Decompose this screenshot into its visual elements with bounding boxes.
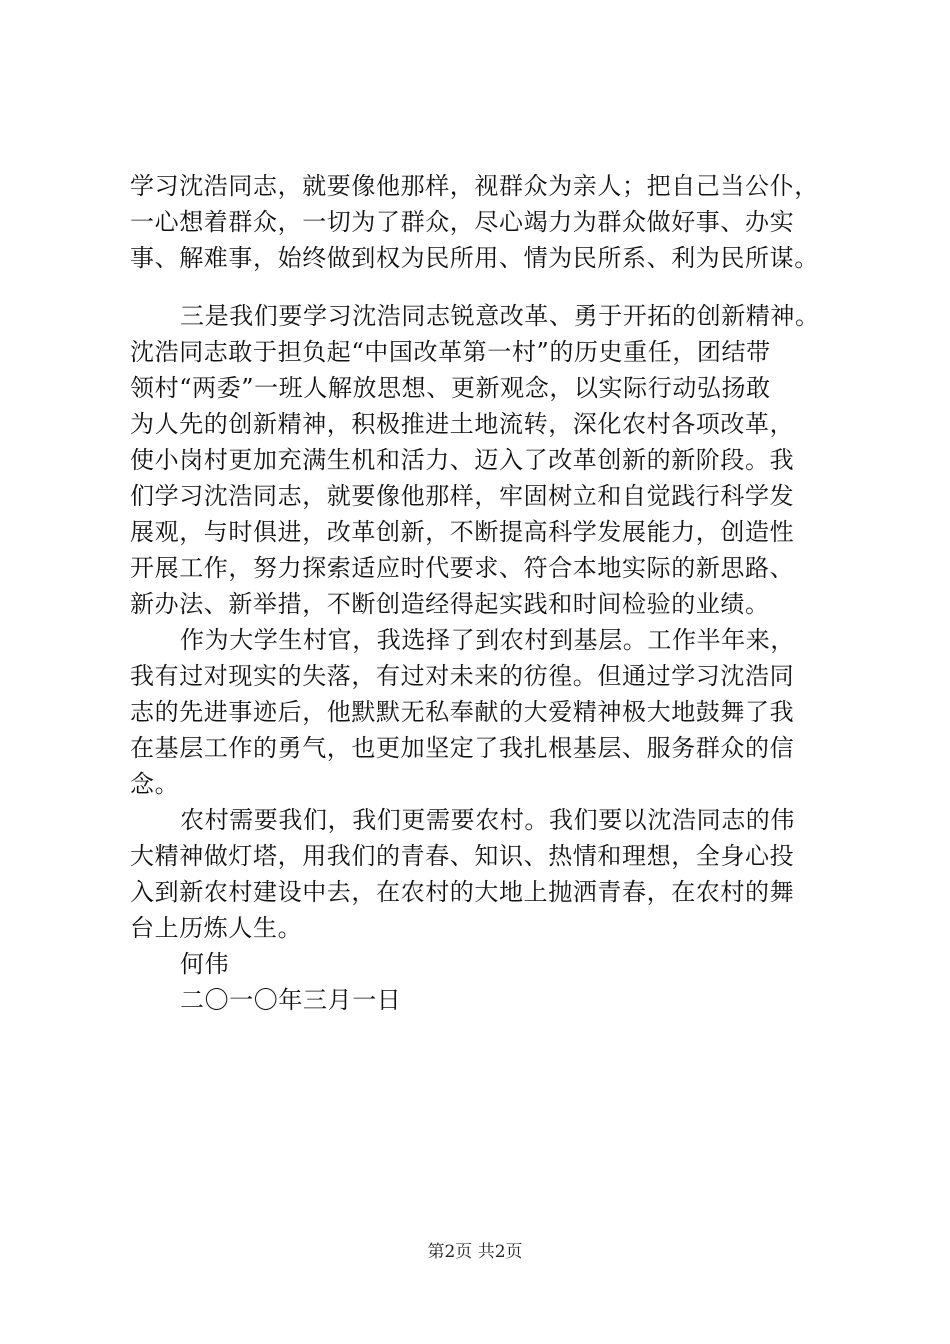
signature-name: 何伟 (180, 950, 230, 978)
paragraph-line: 领村“两委”一班人解放思想、更新观念，以实际行动弘扬敢 (130, 374, 771, 402)
paragraph-line: 志的先进事迹后，他默默无私奉献的大爱精神极大地鼓舞了我 (130, 698, 795, 726)
paragraph-line: 在基层工作的勇气，也更加坚定了我扎根基层、服务群众的信 (130, 734, 795, 762)
paragraph-line: 新办法、新举措，不断创造经得起实践和时间检验的业绩。 (130, 590, 770, 618)
paragraph-line: 学习沈浩同志，就要像他那样，视群众为亲人；把自己当公仆， (130, 172, 819, 200)
paragraph-line: 入到新农村建设中去，在农村的大地上抛洒青春，在农村的舞 (130, 878, 795, 906)
paragraph-1 (130, 168, 850, 276)
paragraph-line: 农村需要我们，我们更需要农村。我们要以沈浩同志的伟 (180, 806, 795, 834)
signature-date: 二〇一〇年三月一日 (180, 986, 402, 1014)
signature-block (130, 946, 850, 1018)
paragraph-line: 开展工作，努力探索适应时代要求、符合本地实际的新思路、 (130, 554, 795, 582)
paragraph-line: 为人先的创新精神，积极推进土地流转，深化农村各项改革， (130, 410, 795, 438)
paragraph-line: 们学习沈浩同志，就要像他那样，牢固树立和自觉践行科学发 (130, 482, 795, 510)
paragraph-line: 一心想着群众，一切为了群众，尽心竭力为群众做好事、办实 (130, 208, 795, 236)
paragraph-3 (130, 622, 850, 802)
paragraph-4 (130, 802, 850, 946)
paragraph-line: 沈浩同志敢于担负起“中国改革第一村”的历史重任，团结带 (130, 338, 771, 366)
paragraph-line: 展观，与时俱进，改革创新，不断提高科学发展能力，创造性 (130, 518, 795, 546)
paragraph-line: 大精神做灯塔，用我们的青春、知识、热情和理想，全身心投 (130, 842, 795, 870)
paragraph-line: 使小岗村更加充满生机和活力、迈入了改革创新的新阶段。我 (130, 446, 795, 474)
paragraph-2 (130, 298, 850, 622)
paragraph-line: 我有过对现实的失落，有过对未来的彷徨。但通过学习沈浩同 (130, 662, 795, 690)
paragraph-line: 作为大学生村官，我选择了到农村到基层。工作半年来， (180, 626, 795, 654)
page-number-footer: 第2页 共2页 (427, 1242, 523, 1262)
paragraph-line: 念。 (130, 770, 180, 798)
paragraph-line: 三是我们要学习沈浩同志锐意改革、勇于开拓的创新精神。 (180, 302, 820, 330)
paragraph-spacer (130, 276, 850, 298)
paragraph-line: 台上历炼人生。 (130, 914, 303, 942)
document-body (130, 168, 850, 1018)
paragraph-line: 事、解难事，始终做到权为民所用、情为民所系、利为民所谋。 (130, 244, 819, 272)
